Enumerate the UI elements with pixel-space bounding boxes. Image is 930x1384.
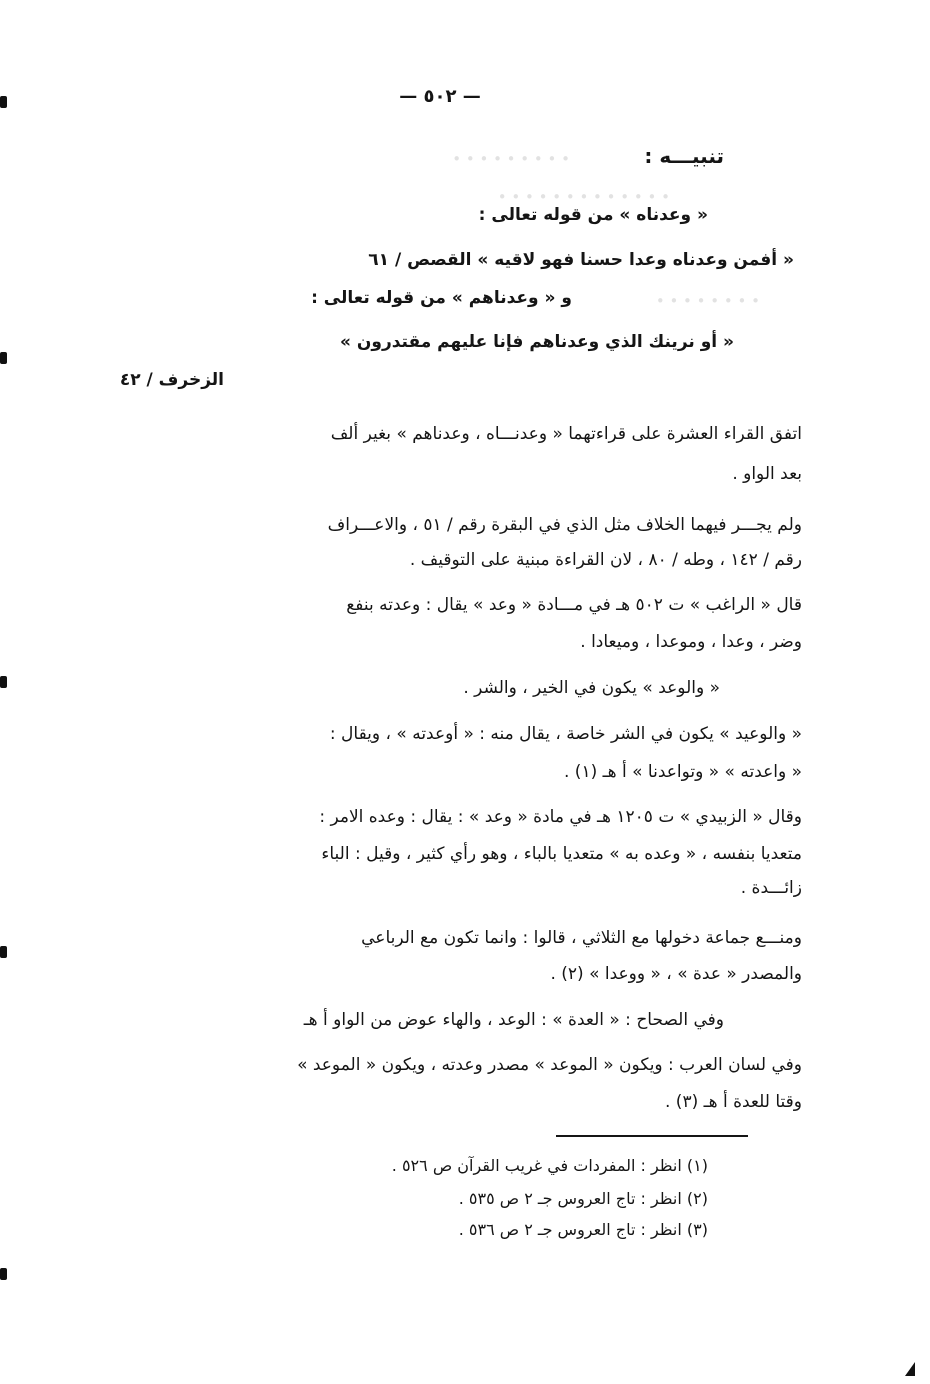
surah-reference: الزخرف / ٤٢: [119, 370, 224, 390]
paragraph-line: ومنـــع جماعة دخولها مع الثلاثي ، قالوا : وانما تكون مع الرباعي: [361, 928, 802, 948]
quran-verse-line: « أفمن وعدناه وعدا حسنا فهو لاقيه » القصص / ٦١: [368, 250, 794, 270]
text-line: و « وعدناهم » من قوله تعالى :: [311, 288, 572, 308]
page-number: — ٥٠٢ —: [399, 86, 481, 107]
paragraph-line: والمصدر « عدة » ، « ووعدا » (٢) .: [550, 964, 802, 984]
footnote-separator: [556, 1135, 748, 1137]
paragraph-line: وقال « الزبيدي » ت ١٢٠٥ هـ في مادة « وعد » : يقال : وعده الامر :: [319, 807, 802, 827]
footnote: (١) انظر : المفردات في غريب القرآن ص ٥٢٦ .: [391, 1156, 708, 1175]
bleed-through-text: • • • • • • • • •: [452, 150, 570, 168]
paragraph-line: اتفق القراء العشرة على قراءتهما « وعدنـــاه ، وعدناهم » بغير ألف: [330, 424, 802, 444]
scan-edge-mark: [0, 352, 7, 364]
paragraph-line: متعديا بنفسه ، « وعده به » متعديا بالباء ، وهو رأي كثير ، وقيل : الباء: [321, 844, 802, 864]
scan-edge-mark: [0, 1268, 7, 1280]
bleed-through-text: • • • • • • • •: [655, 292, 760, 310]
scan-edge-mark: [0, 946, 7, 958]
paragraph-line: « والوعيد » يكون في الشر خاصة ، يقال منه : « أوعدته » ، ويقال :: [329, 724, 802, 744]
paragraph-line: قال « الراغب » ت ٥٠٢ هـ في مـــادة « وعد » يقال : وعدته بنفع: [346, 595, 802, 615]
text-line: « وعدناه » من قوله تعالى :: [478, 205, 708, 225]
paragraph-line: وفي الصحاح : « العدة » : الوعد ، والهاء عوض من الواو أ هـ: [303, 1010, 724, 1030]
section-heading: تنبيـــه :: [644, 144, 724, 168]
paragraph-line: وفي لسان العرب : ويكون « الموعد » مصدر وعدته ، ويكون « الموعد »: [297, 1055, 802, 1075]
footnote: (٣) انظر : تاج العروس جـ ٢ ص ٥٣٦ .: [458, 1220, 708, 1239]
paragraph-line: رقم / ١٤٢ ، وطه / ٨٠ ، لان القراءة مبنية على التوقيف .: [409, 550, 802, 570]
paragraph-line: ولم يجـــر فيهما الخلاف مثل الذي في البقرة رقم / ٥١ ، والاعـــراف: [327, 515, 802, 535]
paragraph-line: زائـــدة .: [740, 878, 802, 898]
bleed-through-text: • • • • • • • • • • • • •: [497, 188, 670, 206]
footnote: (٢) انظر : تاج العروس جـ ٢ ص ٥٣٥ .: [458, 1189, 708, 1208]
paragraph-line: وضر ، وعدا ، وموعدا ، وميعادا .: [580, 632, 802, 652]
paragraph-line: « والوعد » يكون في الخير ، والشر .: [463, 678, 720, 698]
scan-edge-mark: [0, 676, 7, 688]
page-corner-mark: [905, 1362, 915, 1376]
paragraph-line: « واعدته » « وتواعدنا » أ هـ (١) .: [564, 762, 802, 782]
paragraph-line: بعد الواو .: [732, 464, 802, 484]
quran-verse-line: « أو نرينك الذي وعدناهم فإنا عليهم مقتدرون »: [339, 332, 734, 352]
paragraph-line: وقتا للعدة أ هـ (٣) .: [665, 1092, 802, 1112]
